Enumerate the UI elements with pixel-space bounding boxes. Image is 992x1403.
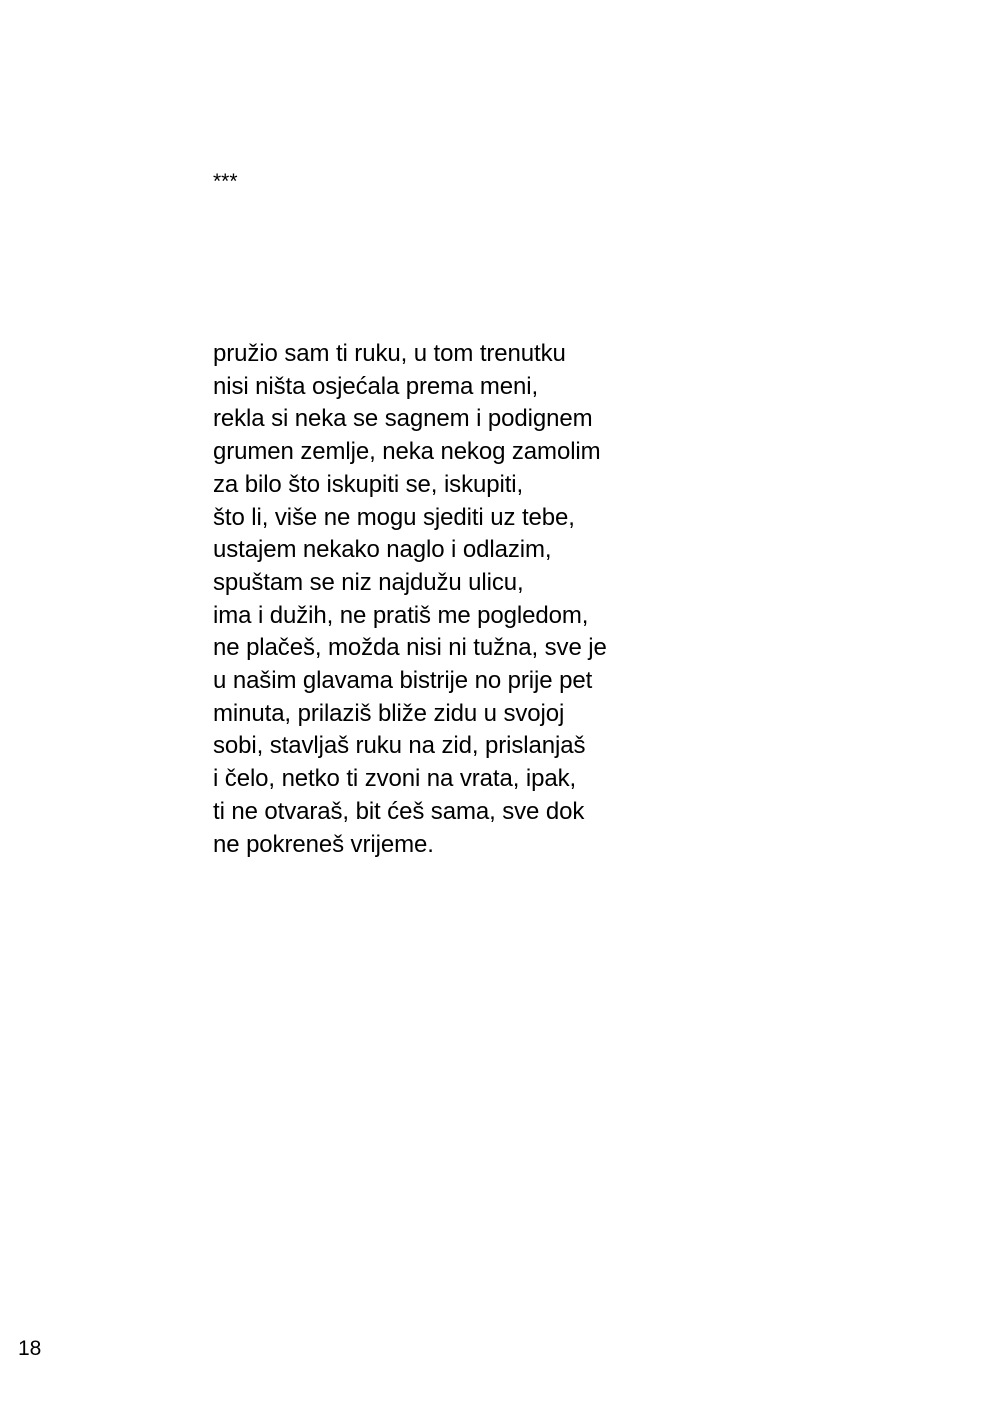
poem-line: sobi, stavljaš ruku na zid, prislanjaš <box>213 732 586 760</box>
poem-line: rekla si neka se sagnem i podignem <box>213 405 593 433</box>
section-mark: *** <box>213 170 238 193</box>
page-number: 18 <box>18 1337 42 1360</box>
poem-line: grumen zemlje, neka nekog zamolim <box>213 438 601 466</box>
poem-line: ima i dužih, ne pratiš me pogledom, <box>213 601 589 629</box>
poem-text <box>213 338 813 861</box>
poem-line: ti ne otvaraš, bit ćeš sama, sve dok <box>213 797 585 825</box>
poem-line: za bilo što iskupiti se, iskupiti, <box>213 470 524 498</box>
poem-line: i čelo, netko ti zvoni na vrata, ipak, <box>213 765 577 793</box>
poem-line: ne pokreneš vrijeme. <box>213 830 434 858</box>
poem-line: pružio sam ti ruku, u tom trenutku <box>213 340 566 367</box>
poem-line: u našim glavama bistrije no prije pet <box>213 667 593 695</box>
poem-line: što li, više ne mogu sjediti uz tebe, <box>213 503 575 531</box>
poem-line: spuštam se niz najdužu ulicu, <box>213 568 524 596</box>
poem-line: ne plačeš, možda nisi ni tužna, sve je <box>213 634 607 662</box>
poem-line: minuta, prilaziš bliže zidu u svojoj <box>213 699 565 727</box>
poem-line: ustajem nekako naglo i odlazim, <box>213 536 552 564</box>
poem-line: nisi ništa osjećala prema meni, <box>213 372 539 400</box>
